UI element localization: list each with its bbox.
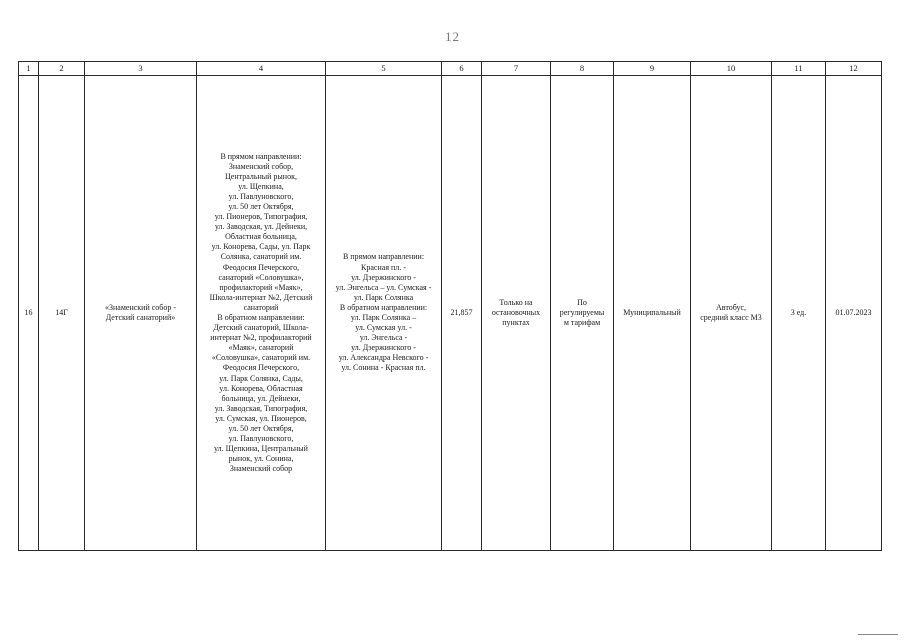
cell-route-number: 14Г xyxy=(39,76,85,551)
cell-streets: В прямом направлении: Знаменский собор, Центральный рынок, ул. Щепкина, ул. Павлуновского, ул. 50 лет Октября, ул. Пионеров, Типография, ул. Заводская, ул. Дейнеки, Областная больница, ул. Конорева, Сады, ул. Парк Солянка, санаторий им. Феодосия Печерского, санаторий «Соловушка», профилакторий «Маяк», Школа-интернат №2, Детский санаторий В обратном направлении: Детский санаторий, Школа- интернат №2, профилакторий «Маяк», санаторий «Соловушка», санаторий им. Феодосия Печерского, ул. Парк Солянка, Сады, ул. Конорева, Областная больница, ул. Дейнеки, ул. Заводская, Типография, ул. Сумская, ул. Пионеров, ул. 50 лет Октября, ул. Павлуновского, ул. Щепкина, Центральный рынок, ул. Сонина, Знаменский собор xyxy=(197,76,326,551)
cell-stops: В прямом направлении: Красная пл. - ул. Дзержинского - ул. Энгельса – ул. Сумская - ул. Парк Солянка В обратном направлении: ул. Парк Солянка – ул. Сумская ул. - ул. Энгельса - ул. Дзержинского - ул. Александра Невского - ул. Сонина - Красная пл. xyxy=(326,76,442,551)
column-header: 2 xyxy=(39,62,85,76)
cell-length: 21,857 xyxy=(442,76,482,551)
column-header: 7 xyxy=(482,62,551,76)
column-header: 4 xyxy=(197,62,326,76)
table-row xyxy=(19,76,882,551)
column-header: 1 xyxy=(19,62,39,76)
column-header: 3 xyxy=(85,62,197,76)
cell-seq: 16 xyxy=(19,76,39,551)
cell-start-date: 01.07.2023 xyxy=(826,76,882,551)
cell-carrier-type: Муниципальный xyxy=(614,76,691,551)
cell-tariff: По регулируемы м тарифам xyxy=(551,76,614,551)
column-header: 6 xyxy=(442,62,482,76)
page-number: 12 xyxy=(445,29,460,44)
column-header: 12 xyxy=(826,62,882,76)
column-header: 11 xyxy=(772,62,826,76)
column-header: 9 xyxy=(614,62,691,76)
column-header: 8 xyxy=(551,62,614,76)
header-row xyxy=(19,62,882,76)
cell-boarding-order: Только на остановочных пунктах xyxy=(482,76,551,551)
cell-vehicle-count: 3 ед. xyxy=(772,76,826,551)
cell-vehicle: Автобус, средний класс М3 xyxy=(691,76,772,551)
column-header: 10 xyxy=(691,62,772,76)
scan-mark xyxy=(858,634,898,635)
column-header: 5 xyxy=(326,62,442,76)
route-table xyxy=(18,61,882,551)
cell-route-name: «Знаменский собор - Детский санаторий» xyxy=(85,76,197,551)
